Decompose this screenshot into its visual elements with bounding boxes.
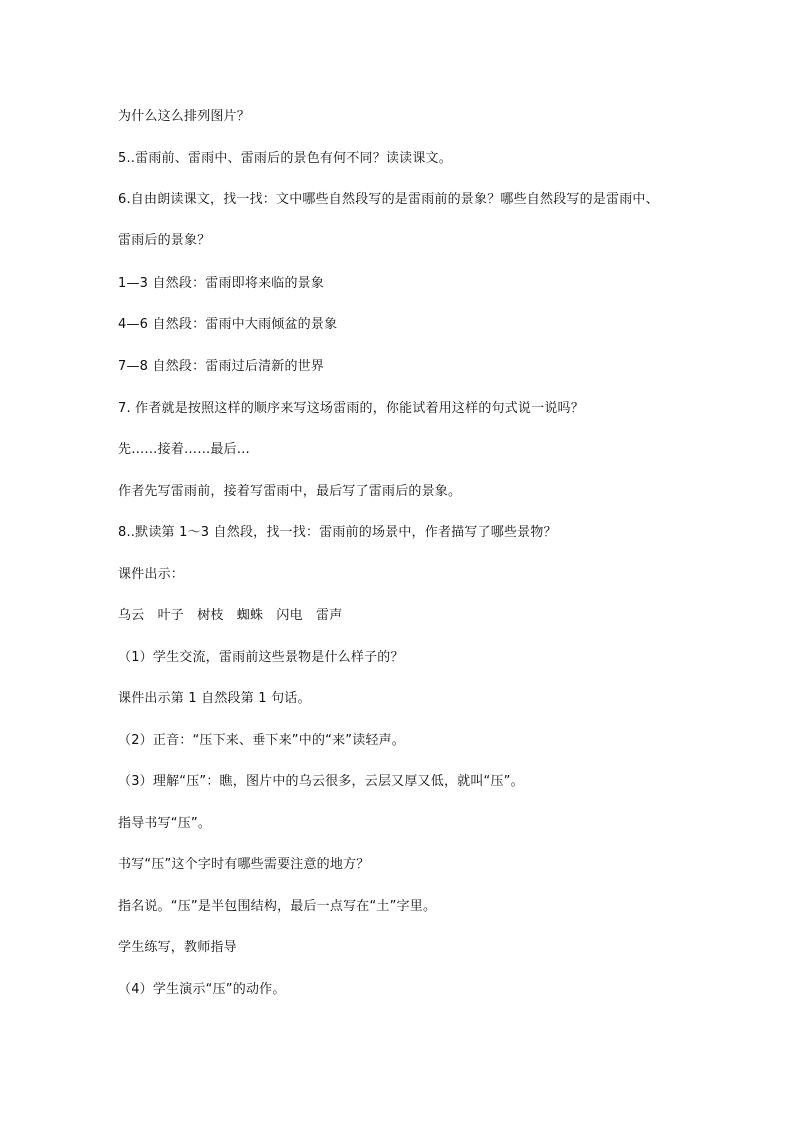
text-line: （1）学生交流，雷雨前这些景物是什么样子的？ [118,650,404,665]
text-line: 1—3 自然段：雷雨即将来临的景象 [118,276,325,291]
text-line: 7. 作者就是按照这样的顺序来写这场雷雨的，你能试着用这样的句式说一说吗？ [118,401,584,416]
text-line: （3）理解“压”：瞧，图片中的乌云很多，云层又厚又低，就叫“压”。 [118,774,524,789]
text-line: 乌云 叶子 树枝 蜘蛛 闪电 雷声 [118,608,343,623]
text-line: 课件出示第 1 自然段第 1 句话。 [118,691,311,706]
text-line: 7—8 自然段：雷雨过后清新的世界 [118,359,325,374]
text-line: （4）学生演示“压”的动作。 [118,982,286,997]
text-line: 作者先写雷雨前，接着写雷雨中，最后写了雷雨后的景象。 [118,484,462,499]
text-line: 先……接着……最后… [118,442,251,457]
text-line: 学生练写，教师指导 [118,940,237,955]
text-line: 指导书写“压”。 [118,816,212,831]
text-line: 书写“压”这个字时有哪些需要注意的地方？ [118,857,370,872]
text-line: 指名说。“压”是半包围结构，最后一点写在“土”字里。 [118,899,437,914]
text-line: 5..雷雨前、雷雨中、雷雨后的景色有何不同？读读课文。 [118,151,452,166]
text-line: 8..默读第 1～3 自然段，找一找：雷雨前的场景中，作者描写了哪些景物？ [118,525,557,540]
text-line: （2）正音：“压下来、垂下来”中的“来”读轻声。 [118,733,406,748]
text-line: 4—6 自然段：雷雨中大雨倾盆的景象 [118,317,338,332]
text-line: 6.自由朗读课文，找一找：文中哪些自然段写的是雷雨前的景象？哪些自然段写的是雷雨中、 [118,192,659,207]
text-line: 为什么这么排列图片？ [118,109,251,124]
text-line: 课件出示： [118,567,185,582]
text-line: 雷雨后的景象？ [118,233,211,248]
